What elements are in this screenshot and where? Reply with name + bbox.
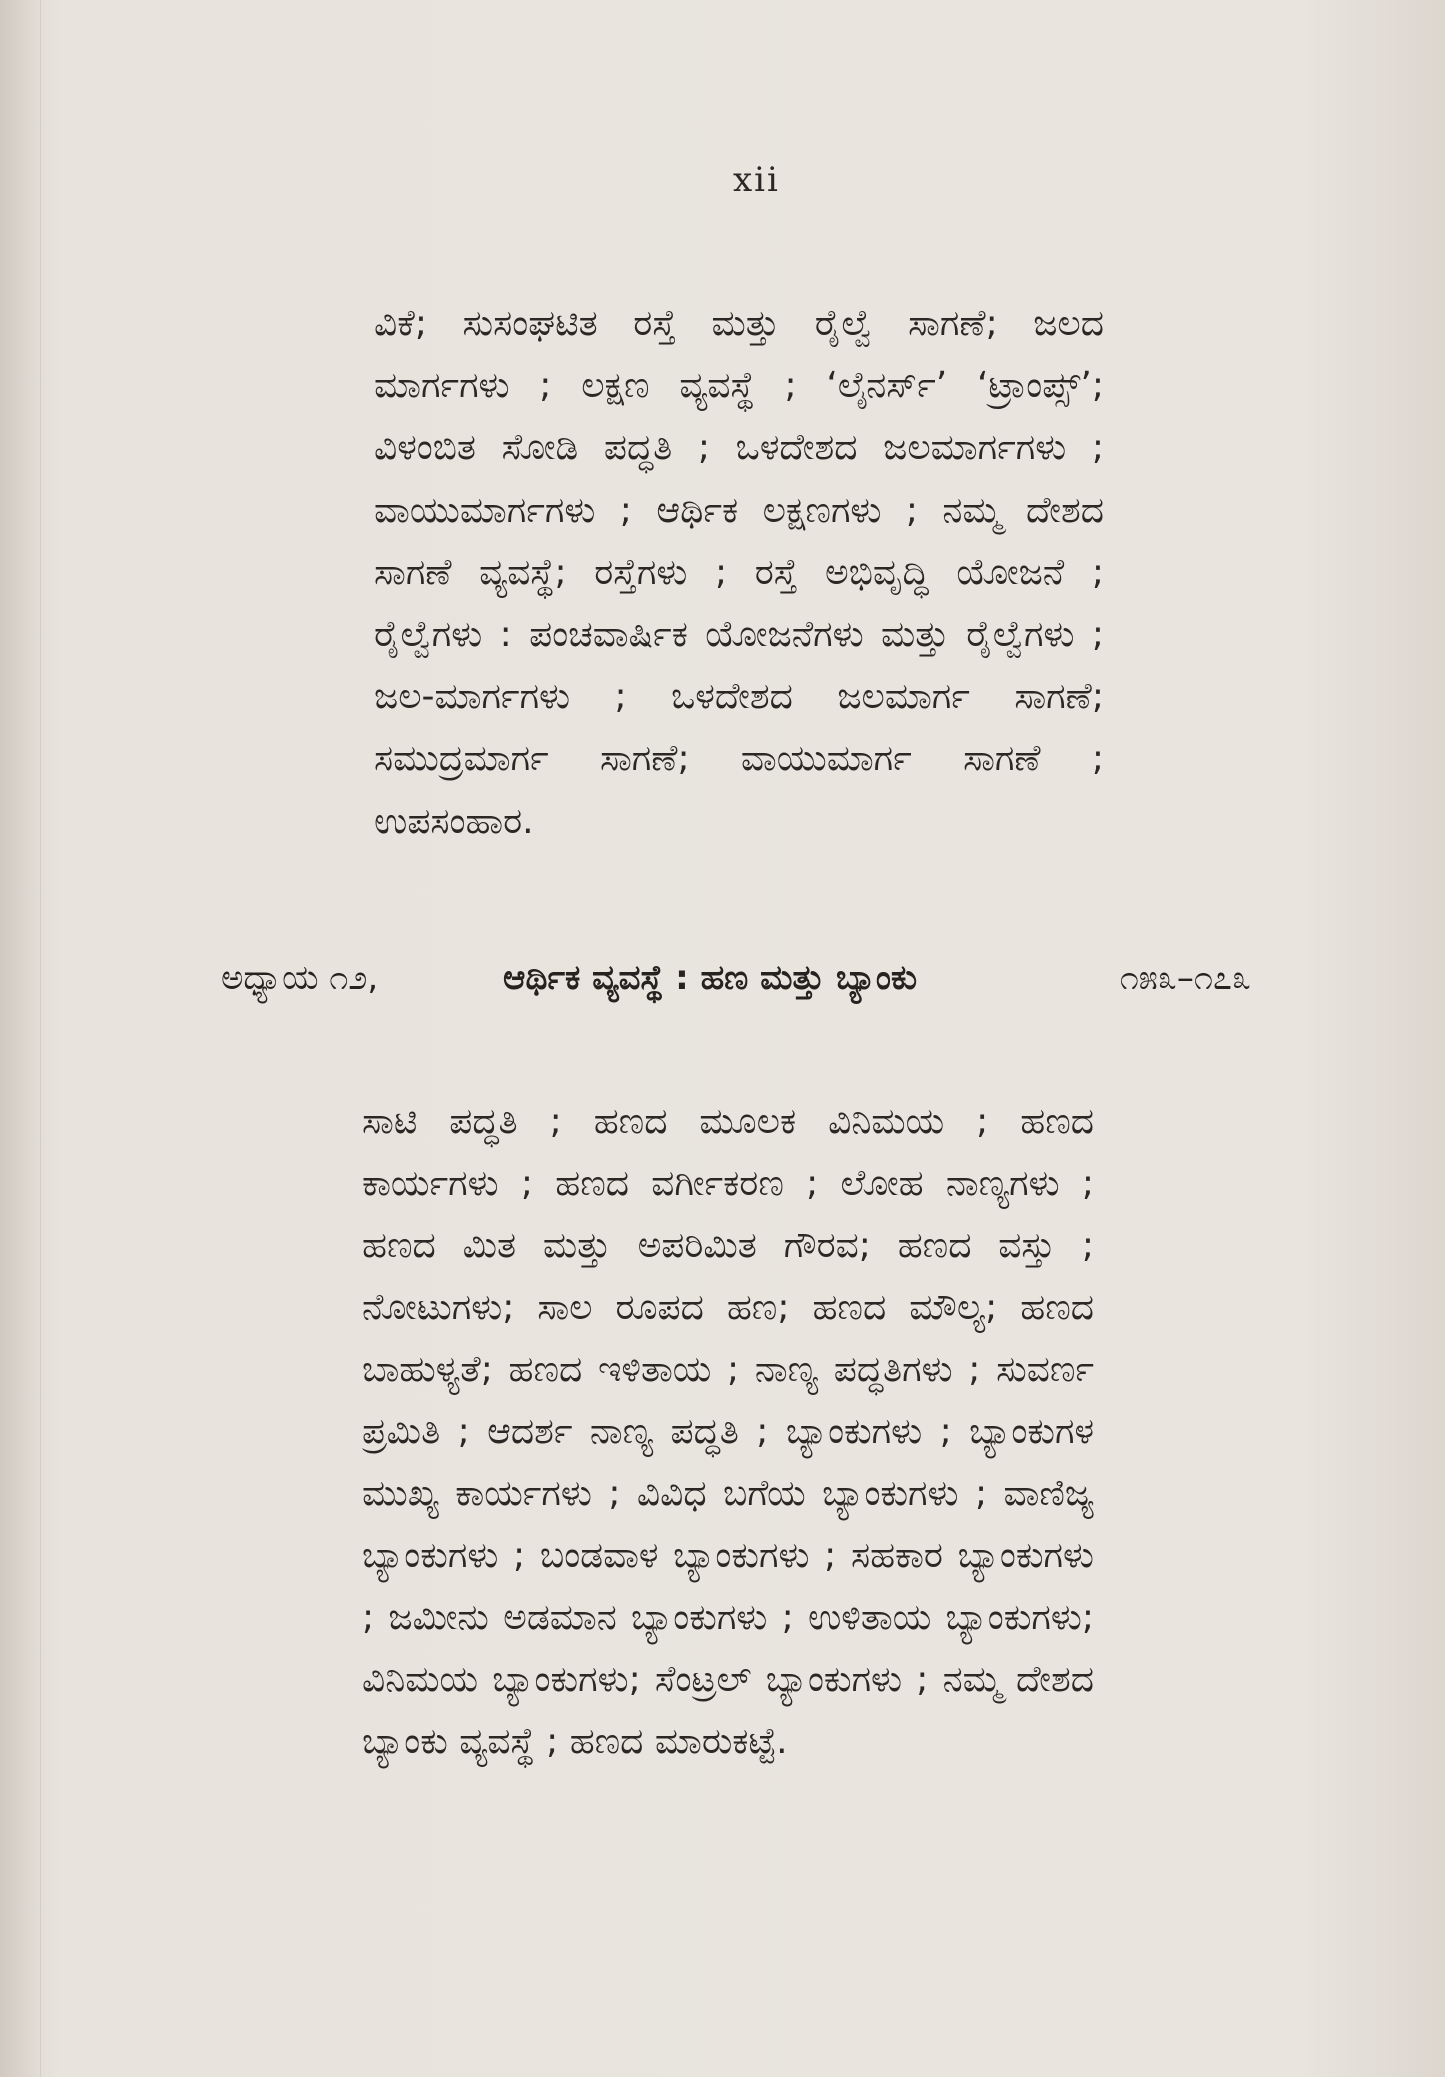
chapter-number: ಅಧ್ಯಾಯ ೧೨, xyxy=(221,958,379,998)
contents-paragraph-1: ವಿಕೆ; ಸುಸಂಘಟಿತ ರಸ್ತೆ ಮತ್ತು ರೈಲ್ವೆ ಸಾಗಣೆ; ಜಲದ ಮಾರ್ಗಗಳು ; ಲಕ್ಷಣ ವ್ಯವಸ್ಥೆ ; ‘ಲೈನರ್ಸ್’ ‘ಟ್ರಾಂಪ್ಸ್’; ವಿಳಂಬಿತ ಸೋಡಿ ಪದ್ಧತಿ ; ಒಳದೇಶದ ಜಲಮಾರ್ಗಗಳು ; ವಾಯುಮಾರ್ಗಗಳು ; ಆರ್ಥಿಕ ಲಕ್ಷಣಗಳು ; ನಮ್ಮ ದೇಶದ ಸಾಗಣೆ ವ್ಯವಸ್ಥೆ; ರಸ್ತೆಗಳು ; ರಸ್ತೆ ಅಭಿವೃದ್ಧಿ ಯೋಜನೆ ; ರೈಲ್ವೆಗಳು : ಪಂಚವಾರ್ಷಿಕ ಯೋಜನೆಗಳು ಮತ್ತು ರೈಲ್ವೆಗಳು ; ಜಲ-ಮಾರ್ಗಗಳು ; ಒಳದೇಶದ ಜಲಮಾರ್ಗ ಸಾಗಣೆ; ಸಮುದ್ರಮಾರ್ಗ ಸಾಗಣೆ; ವಾಯುಮಾರ್ಗ ಸಾಗಣೆ ; ಉಪಸಂಹಾರ. xyxy=(374,303,1104,842)
chapter-page-range: ೧೫೩–೧೭೩ xyxy=(1119,958,1251,998)
chapter-title: ಆರ್ಥಿಕ ವ್ಯವಸ್ಥೆ : ಹಣ ಮತ್ತು ಬ್ಯಾಂಕು xyxy=(503,958,918,998)
chapter-heading xyxy=(221,958,1251,1008)
contents-paragraph-2: ಸಾಟಿ ಪದ್ಧತಿ ; ಹಣದ ಮೂಲಕ ವಿನಿಮಯ ; ಹಣದ ಕಾರ್ಯಗಳು ; ಹಣದ ವರ್ಗೀಕರಣ ; ಲೋಹ ನಾಣ್ಯಗಳು ; ಹಣದ ಮಿತ ಮತ್ತು ಅಪರಿಮಿತ ಗೌರವ; ಹಣದ ವಸ್ತು ; ನೋಟುಗಳು; ಸಾಲ ರೂಪದ ಹಣ; ಹಣದ ಮೌಲ್ಯ; ಹಣದ ಬಾಹುಳ್ಯತೆ; ಹಣದ ಇಳಿತಾಯ ; ನಾಣ್ಯ ಪದ್ಧತಿಗಳು ; ಸುವರ್ಣ ಪ್ರಮಿತಿ ; ಆದರ್ಶ ನಾಣ್ಯ ಪದ್ಧತಿ ; ಬ್ಯಾಂಕುಗಳು ; ಬ್ಯಾಂಕುಗಳ ಮುಖ್ಯ ಕಾರ್ಯಗಳು ; ವಿವಿಧ ಬಗೆಯ ಬ್ಯಾಂಕುಗಳು ; ವಾಣಿಜ್ಯ ಬ್ಯಾಂಕುಗಳು ; ಬಂಡವಾಳ ಬ್ಯಾಂಕುಗಳು ; ಸಹಕಾರ ಬ್ಯಾಂಕುಗಳು ; ಜಮೀನು ಅಡಮಾನ ಬ್ಯಾಂಕುಗಳು ; ಉಳಿತಾಯ ಬ್ಯಾಂಕುಗಳು; ವಿನಿಮಯ ಬ್ಯಾಂಕುಗಳು; ಸೆಂಟ್ರಲ್ ಬ್ಯಾಂಕುಗಳು ; ನಮ್ಮ ದೇಶದ ಬ್ಯಾಂಕು ವ್ಯವಸ್ಥೆ ; ಹಣದ ಮಾರುಕಟ್ಟೆ. xyxy=(362,1101,1094,1762)
page-edge xyxy=(0,0,41,2077)
page-number: xii xyxy=(733,160,780,200)
